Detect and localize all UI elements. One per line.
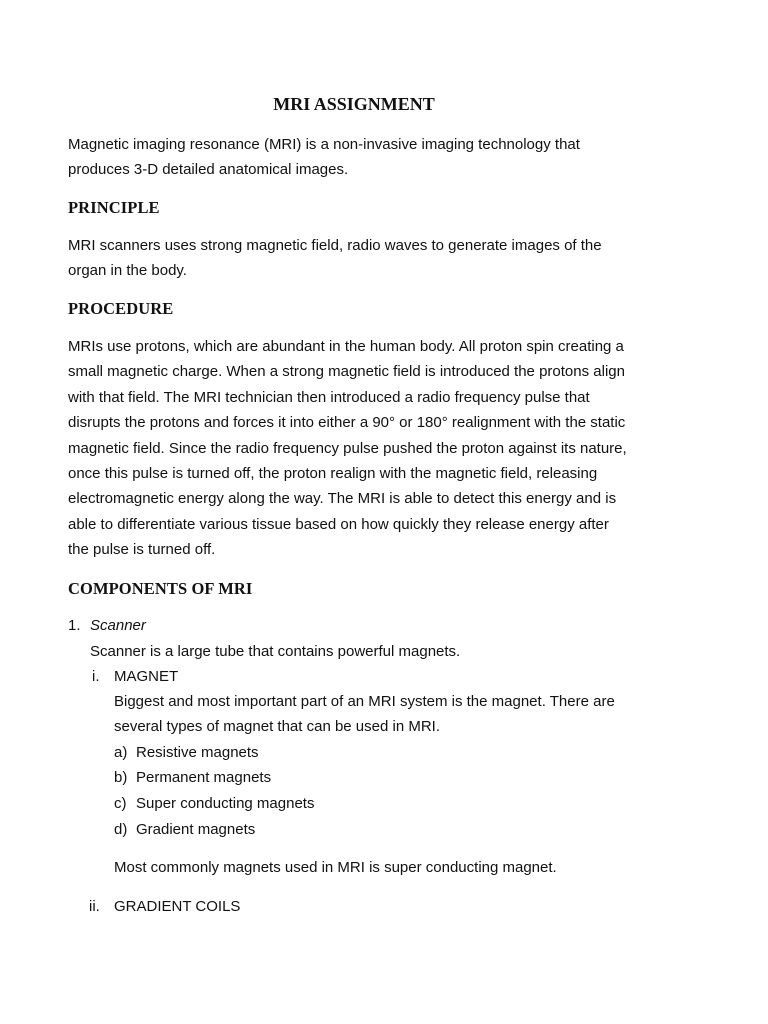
list-marker: a) [114,744,128,761]
procedure-paragraph [68,334,688,563]
list-number: 1. [68,617,81,634]
intro-line: produces 3-D detailed anatomical images. [68,161,349,179]
list-marker: b) [114,769,128,786]
intro-line: Magnetic imaging resonance (MRI) is a non-invasive imaging technology that [68,136,580,153]
scanner-item-title: Scanner [90,617,146,634]
principle-line: MRI scanners uses strong magnetic field, radio waves to generate images of the [68,237,602,254]
intro-paragraph [68,132,688,183]
procedure-line: magnetic field. Since the radio frequency pulse pushed the proton against its nature, [68,439,627,457]
procedure-line: disrupts the protons and forces it into either a 90° or 180° realignment with the static [68,414,626,432]
principle-line: organ in the body. [68,262,187,280]
magnet-description-line: several types of magnet that can be used in MRI. [114,718,441,735]
roman-numeral: ii. [89,898,100,915]
magnet-note: Most commonly magnets used in MRI is super conducting magnet. [114,859,557,876]
procedure-heading: PROCEDURE [68,299,174,318]
procedure-line: small magnetic charge. When a strong magnetic field is introduced the protons align [68,363,625,381]
procedure-line: MRIs use protons, which are abundant in the human body. All proton spin creating a [68,338,624,355]
principle-paragraph [68,233,688,284]
gradient-coils-subheading: GRADIENT COILS [114,898,241,915]
procedure-line: able to differentiate various tissue based on how quickly they release energy after [68,515,609,533]
procedure-line: with that field. The MRI technician then introduced a radio frequency pulse that [68,388,590,406]
list-marker: c) [114,795,127,812]
procedure-line: electromagnetic energy along the way. The MRI is able to detect this energy and is [68,490,617,508]
procedure-line: the pulse is turned off. [68,541,216,559]
magnet-subheading: MAGNET [114,668,179,685]
document-title: MRI ASSIGNMENT [273,94,435,114]
principle-heading: PRINCIPLE [68,198,160,217]
magnet-description-line: Biggest and most important part of an MRI system is the magnet. There are [114,693,615,710]
magnet-type-item: Resistive magnets [136,744,259,761]
magnet-type-item: Super conducting magnets [136,795,315,812]
magnet-type-item: Gradient magnets [136,821,256,838]
roman-numeral: i. [92,668,100,685]
list-marker: d) [114,821,128,838]
procedure-line: once this pulse is turned off, the proton realign with the magnetic field, releasing [68,465,598,483]
scanner-description: Scanner is a large tube that contains powerful magnets. [90,643,461,660]
components-heading: COMPONENTS OF MRI [68,579,253,598]
magnet-type-item: Permanent magnets [136,769,272,786]
